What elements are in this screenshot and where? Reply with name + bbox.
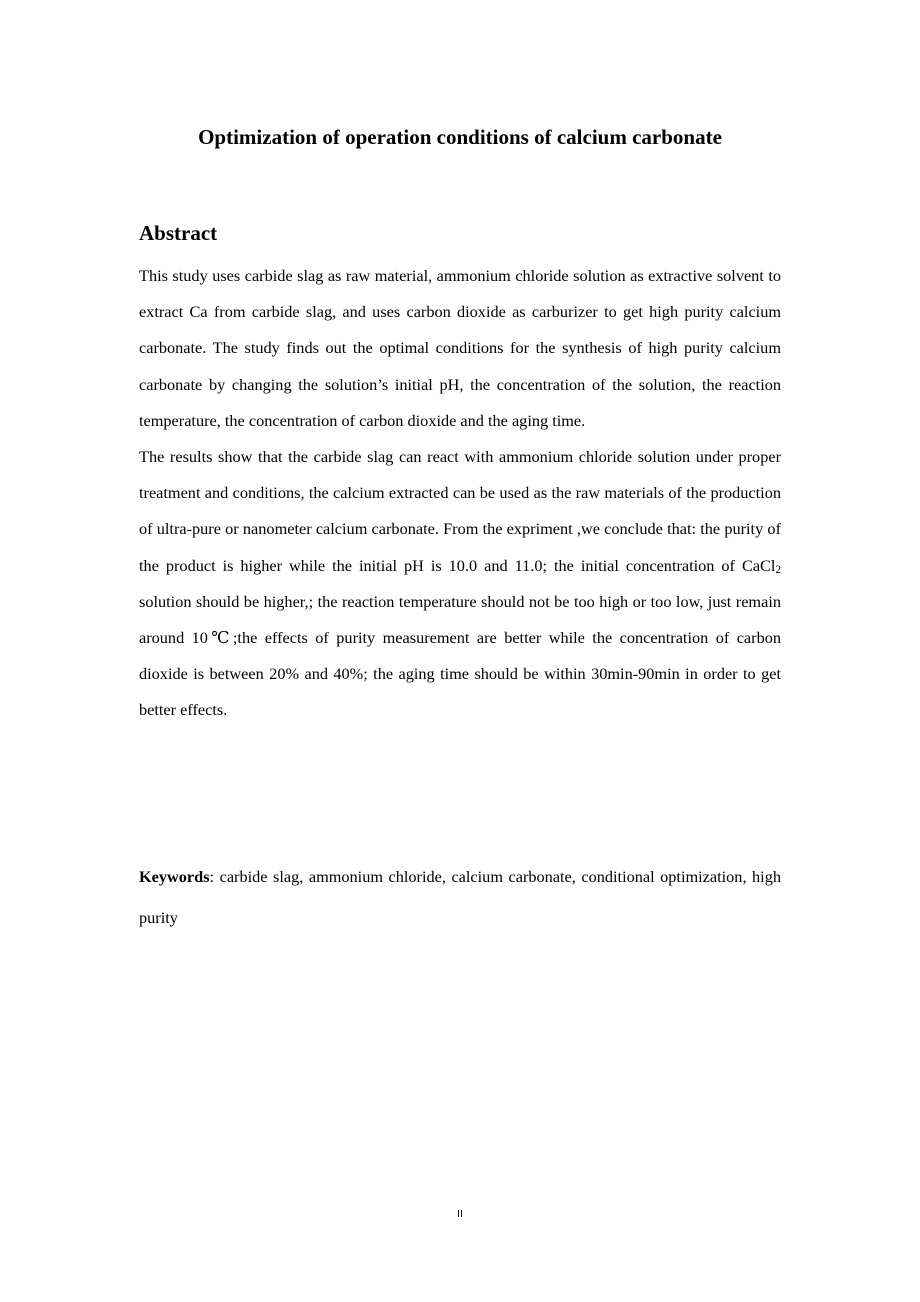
abstract-paragraph-2 — [139, 439, 781, 729]
abstract-paragraph-2-part-1: The results show that the carbide slag can react with ammonium chloride solution under proper treatment and conditions, the calcium extracted can be used as the raw materials of the production of ultra-pure or nanometer calcium carbonate. From the expriment ,we conclude that: the purity of the product is higher while the initial pH is 10.0 and 11.0; the initial concentration of — [139, 447, 781, 575]
keywords-separator: : — [209, 867, 220, 886]
keywords-text: carbide slag, ammonium chloride, calcium carbonate, conditional optimization, high purity — [139, 867, 781, 927]
page-number: II — [457, 1209, 463, 1220]
abstract-paragraph-1: This study uses carbide slag as raw material, ammonium chloride solution as extractive solvent to extract Ca from carbide slag, and uses carbon dioxide as carburizer to get high purity calcium carbonate. The study finds out the optimal conditions for the synthesis of high purity calcium carbonate by changing the solution’s initial pH, the concentration of the solution, the reaction temperature, the concentration of carbon dioxide and the aging time. — [139, 266, 781, 430]
abstract-body — [139, 258, 781, 729]
keywords-label: Keywords — [139, 867, 210, 886]
paper-title: Optimization of operation conditions of calcium carbonate — [198, 125, 722, 149]
keywords-section — [139, 856, 781, 938]
cacl2-formula-base: CaCl — [741, 555, 776, 575]
abstract-heading: Abstract — [139, 221, 218, 245]
abstract-paragraph-2-part-2: solution should be higher,; the reaction temperature should not be too high or too low, just remain around 10℃;the effects of purity measurement are better while the concentration of carbon dioxide is between 20% and 40%; the aging time should be within 30min-90min in order to get better effects. — [139, 591, 781, 720]
cacl2-formula-subscript: 2 — [775, 563, 781, 576]
